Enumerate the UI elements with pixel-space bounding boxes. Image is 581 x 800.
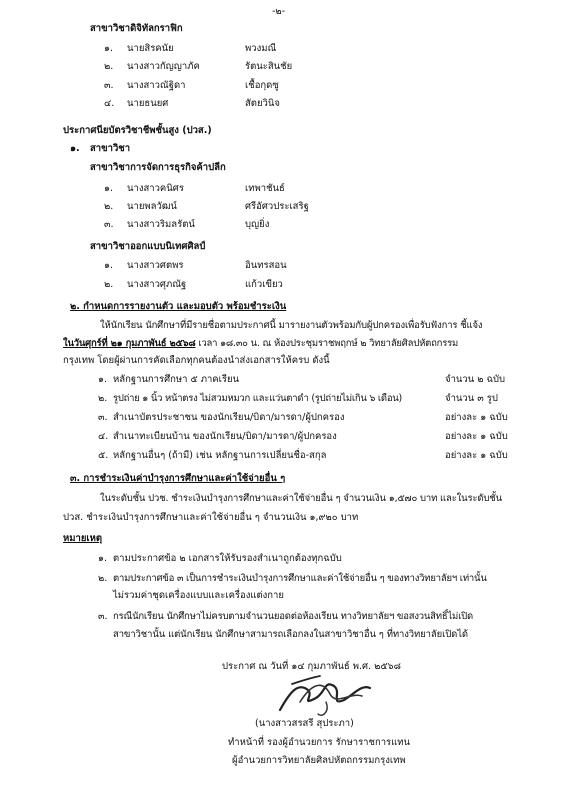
field-no: ๑. [70, 143, 80, 154]
note-text: กรณีนักเรียน นักศึกษาไม่ครบตามจำนวนยอดต่อห้องเรียน ทางวิทยาลัยฯ ขอสงวนสิทธิ์ไม่เปิด [113, 611, 473, 622]
student-no: ๓. [104, 219, 114, 230]
note-text: สาขาวิชานั้น แต่นักเรียน นักศึกษาสามารถเลือกลงในสาขาวิชาอื่น ๆ ที่ทางวิทยาลัยเปิดได้ [113, 629, 468, 640]
document-no: ๔. [98, 431, 109, 442]
student-last-name: สัตยวินิจ [245, 98, 280, 109]
student-no: ๒. [104, 61, 114, 72]
student-first-name: นางสาวกัญญาภัค [127, 61, 200, 72]
student-last-name: รัตนะสินชัย [245, 61, 293, 72]
note-no: ๒. [98, 573, 108, 584]
document-no: ๑. [98, 374, 108, 385]
document-item: หลักฐานการศึกษา ๕ ภาคเรียน [113, 374, 240, 385]
document-no: ๕. [98, 450, 109, 461]
student-last-name: อินทรสอน [245, 260, 287, 271]
document-no: ๓. [98, 412, 108, 423]
student-no: ๔. [104, 98, 115, 109]
handwritten-signature [270, 672, 390, 722]
student-no: ๑. [104, 260, 114, 271]
document-quantity: อย่างละ ๑ ฉบับ [445, 450, 508, 461]
document-item: หลักฐานอื่นๆ (ถ้ามี) เช่น หลักฐานการเปลี่ยนชื่อ-สกุล [113, 450, 327, 461]
student-last-name: แก้วเขียว [245, 279, 283, 290]
note-text: ตามประกาศข้อ ๓ เป็นการชำระเงินบำรุงการศึกษาและค่าใช้จ่ายอื่น ๆ ของทางวิทยาลัยฯ เท่านั้น [113, 573, 487, 584]
document-no: ๒. [98, 393, 108, 404]
section3-heading: ๓. การชำระเงินค่าบำรุงการศึกษาและค่าใช้จ่ายอื่น ๆ [70, 473, 286, 484]
student-last-name: เทพาชันธ์ [245, 183, 285, 194]
announcement-date: ประกาศ ณ วันที่ ๑๔ กุมภาพันธ์ พ.ศ. ๒๕๖๘ [222, 661, 401, 672]
student-no: ๒. [104, 279, 114, 290]
announce-heading: ประกาศนียบัตรวิชาชีพชั้นสูง (ปวส.) [63, 125, 212, 136]
report-date: ในวันศุกร์ที่ ๒๑ กุมภาพันธ์ ๒๕๖๘ [63, 338, 196, 349]
group3-heading: สาขาวิชาออกแบบนิเทศศิลป์ [90, 241, 206, 252]
document-item: สำเนาทะเบียนบ้าน ของนักเรียน/บิดา/มารดา/ผู้ปกครอง [113, 431, 337, 442]
document-quantity: อย่างละ ๑ ฉบับ [445, 431, 508, 442]
student-no: ๑. [104, 43, 114, 54]
student-last-name: บุญยิ่ง [245, 219, 270, 230]
student-last-name: ศรีอัศวประเสริฐ [245, 201, 309, 212]
student-no: ๓. [104, 80, 114, 91]
note-no: ๑. [98, 553, 108, 564]
section2-paragraph-line2 [63, 338, 458, 349]
student-last-name: พวงมณี [245, 43, 277, 54]
student-first-name: นางสาวริมลรัตน์ [127, 219, 195, 230]
signer-title-line2: ผู้อำนวยการวิทยาลัยศิลปหัตถกรรมกรุงเทพ [232, 755, 406, 766]
section3-fee-line2: ปวส. ชำระเงินบำรุงการศึกษาและค่าใช้จ่ายอื่น ๆ จำนวนเงิน ๑,๙๒๐ บาท [63, 512, 359, 523]
student-last-name: เชื้อกุดซู [245, 80, 279, 91]
field-label: สาขาวิชา [90, 143, 131, 154]
note-text: ไม่รวมค่าชุดเครื่องแบบและเครื่องแต่งกาย [113, 590, 284, 601]
student-no: ๒. [104, 201, 114, 212]
group2-heading: สาขาวิชาการจัดการธุรกิจค้าปลีก [90, 162, 226, 173]
section2-paragraph-line3: กรุงเทพ โดยผู้ผ่านการคัดเลือกทุกคนต้องนำส่งเอกสารให้ครบ ดังนี้ [63, 355, 330, 366]
notes-heading: หมายเหตุ [63, 533, 103, 544]
student-no: ๑. [104, 183, 114, 194]
student-first-name: นายธนยศ [127, 98, 169, 109]
signer-title-line1: ทำหน้าที่ รองผู้อำนวยการ รักษาราชการแทน [228, 737, 411, 748]
student-first-name: นายสิรคนัย [127, 43, 174, 54]
group1-heading: สาขาวิชาดิจิทัลกราฟิก [90, 23, 183, 34]
document-quantity: จำนวน ๒ ฉบับ [445, 374, 506, 385]
note-no: ๓. [98, 611, 108, 622]
section2-heading: ๒. กำหนดการรายงานตัว และมอบตัว พร้อมชำระเงิน [70, 301, 287, 312]
document-item: รูปถ่าย ๑ นิ้ว หน้าตรง ไม่สวมหมวก และแว่นตาดำ (รูปถ่ายไม่เกิน ๖ เดือน) [113, 393, 402, 404]
student-first-name: นางสาวศุภณัฐ [127, 279, 187, 290]
student-first-name: นางสาวคนิศร [127, 183, 184, 194]
report-time-place: เวลา ๑๘.๓๐ น. ณ ห้องประชุมราชพฤกษ์ ๒ วิทยาลัยศิลปหัตถกรรม [195, 338, 459, 349]
student-first-name: นางสาวณัฐิดา [127, 80, 186, 91]
student-first-name: นางสาวศตพร [127, 260, 184, 271]
page-number: -๒- [272, 6, 286, 17]
student-first-name: นายพลวัฒน์ [127, 201, 177, 212]
section3-fee-line1: ในระดับชั้น ปวช. ชำระเงินบำรุงการศึกษาและค่าใช้จ่ายอื่น ๆ จำนวนเงิน ๑,๕๗๐ บาท และในระดับชั้น [100, 493, 502, 504]
section2-paragraph-line1: ให้นักเรียน นักศึกษาที่มีรายชื่อตามประกาศนี้ มารายงานตัวพร้อมกับผู้ปกครองเพื่อรับฟังการ ชี้แจ้ง [100, 320, 483, 331]
signer-name: (นางสาวสรสรี สุประภา) [255, 718, 354, 729]
document-item: สำเนาบัตรประชาชน ของนักเรียน/บิดา/มารดา/ผู้ปกครอง [113, 412, 345, 423]
document-quantity: จำนวน ๓ รูป [445, 393, 498, 404]
document-quantity: อย่างละ ๑ ฉบับ [445, 412, 508, 423]
note-text: ตามประกาศข้อ ๒ เอกสารให้รับรองสำเนาถูกต้องทุกฉบับ [113, 553, 342, 564]
